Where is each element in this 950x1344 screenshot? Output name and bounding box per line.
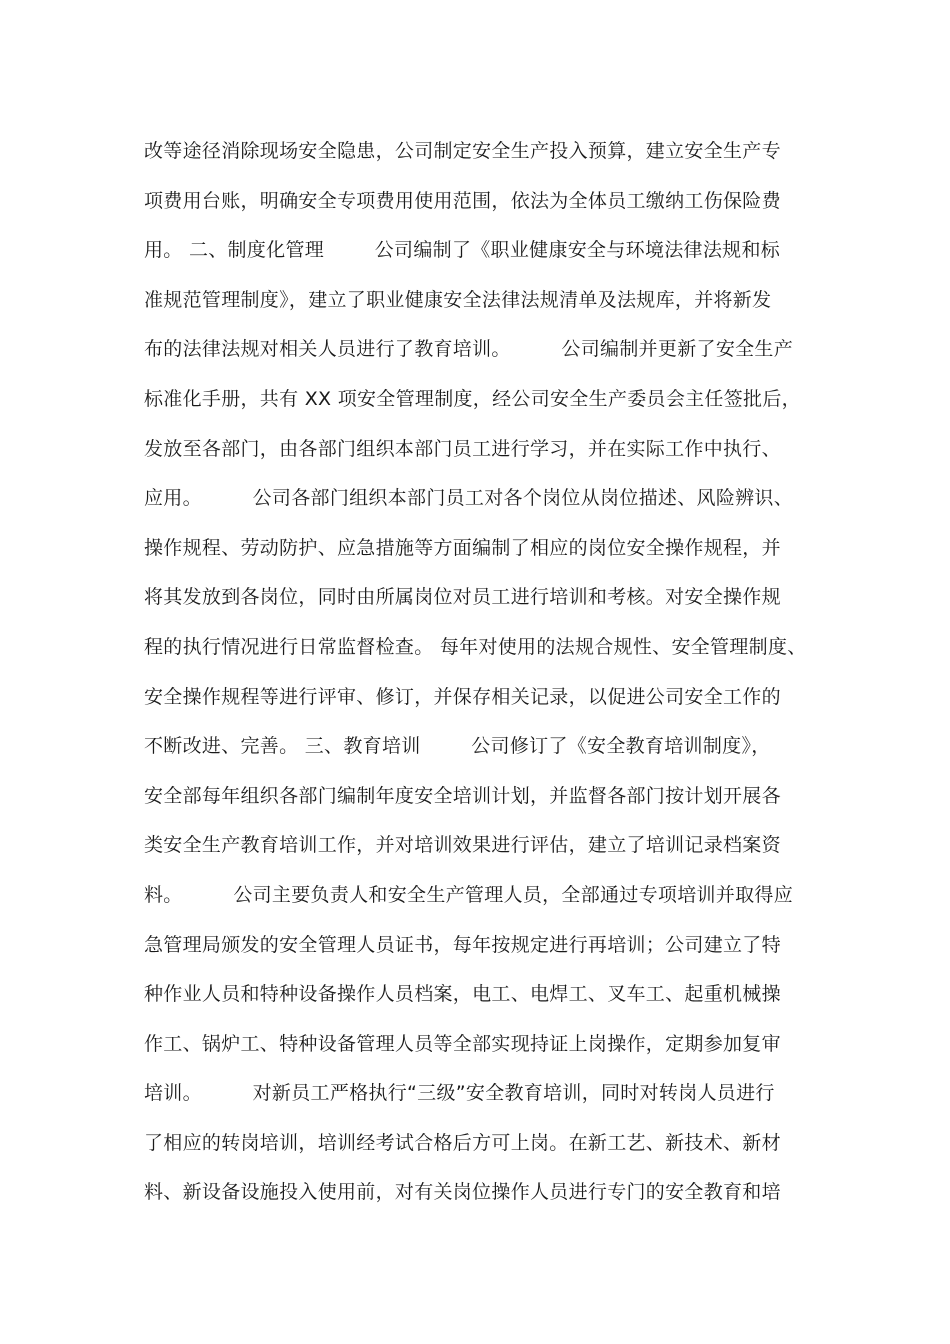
text-line: 程的执行情况进行日常监督检查。 每年对使用的法规合规性、安全管理制度、 (144, 635, 807, 658)
text-line: 用。 二、制度化管理 公司编制了《职业健康安全与环境法律法规和标 (144, 239, 781, 262)
text-line: 料、新设备设施投入使用前，对有关岗位操作人员进行专门的安全教育和培 (144, 1181, 781, 1204)
text-line: 作工、锅炉工、特种设备管理人员等全部实现持证上岗操作，定期参加复审 (144, 1032, 781, 1055)
text-line: 改等途径消除现场安全隐患，公司制定安全生产投入预算，建立安全生产专 (144, 140, 781, 162)
text-line: 安全部每年组织各部门编制年度安全培训计划，并监督各部门按计划开展各 (144, 784, 781, 807)
text-line: 标准化手册，共有 XX 项安全管理制度，经公司安全生产委员会主任签批后， (144, 387, 801, 410)
text-line: 发放至各部门，由各部门组织本部门员工进行学习，并在实际工作中执行、 (144, 437, 781, 460)
text-line: 种作业人员和特种设备操作人员档案，电工、电焊工、叉车工、起重机械操 (144, 983, 781, 1006)
text-line: 将其发放到各岗位，同时由所属岗位对员工进行培训和考核。对安全操作规 (144, 586, 781, 609)
text-line: 应用。 公司各部门组织本部门员工对各个岗位从岗位描述、风险辨识、 (144, 487, 794, 510)
text-line: 类安全生产教育培训工作，并对培训效果进行评估，建立了培训记录档案资 (144, 834, 781, 857)
text-line: 项费用台账，明确安全专项费用使用范围，依法为全体员工缴纳工伤保险费 (144, 189, 781, 212)
text-line: 布的法律法规对相关人员进行了教育培训。 公司编制并更新了安全生产 (144, 338, 794, 361)
text-line: 料。 公司主要负责人和安全生产管理人员，全部通过专项培训并取得应 (144, 883, 794, 906)
text-line: 了相应的转岗培训，培训经考试合格后方可上岗。在新工艺、新技术、新材 (144, 1131, 781, 1154)
text-line: 急管理局颁发的安全管理人员证书，每年按规定进行再培训；公司建立了特 (144, 933, 781, 956)
text-line: 准规范管理制度》，建立了职业健康安全法律法规清单及法规库，并将新发 (144, 288, 772, 311)
text-line: 安全操作规程等进行评审、修订，并保存相关记录，以促进公司安全工作的 (144, 685, 781, 708)
body-text (144, 131, 824, 1222)
text-line: 操作规程、劳动防护、应急措施等方面编制了相应的岗位安全操作规程，并 (144, 536, 781, 559)
text-line: 不断改进、完善。 三、教育培训 公司修订了《安全教育培训制度》， (144, 735, 771, 758)
text-line: 培训。 对新员工严格执行“三级”安全教育培训，同时对转岗人员进行 (144, 1082, 775, 1105)
